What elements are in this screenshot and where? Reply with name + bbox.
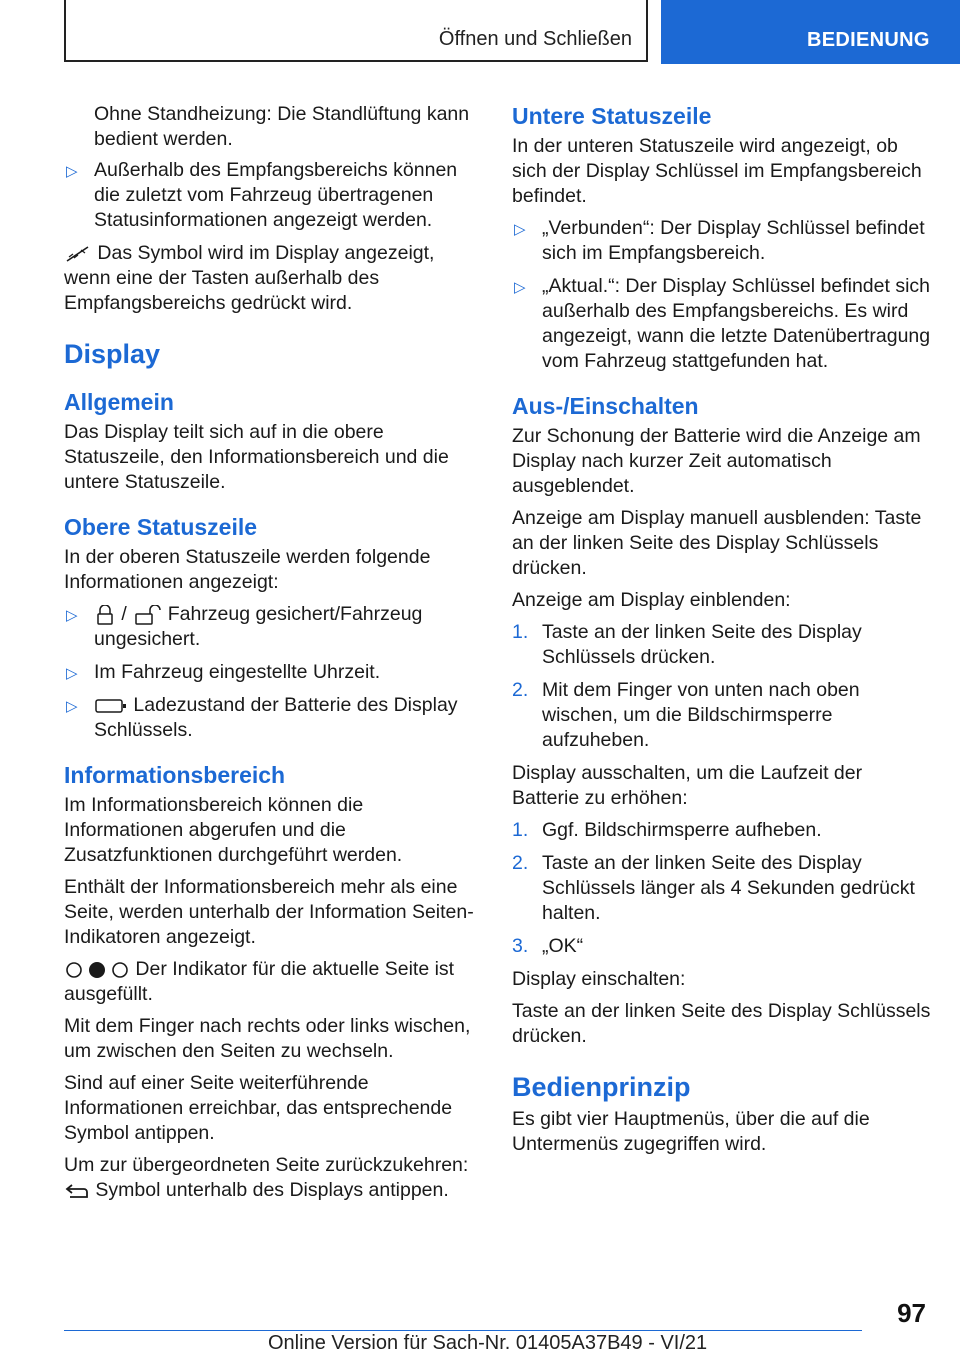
list-item: 2. Mit dem Finger von unten nach oben wischen, um die Bildschirmsperre aufzuheben. — [512, 679, 860, 751]
left-column — [64, 102, 484, 1210]
bullet-list-untere — [512, 216, 932, 374]
list-number: 1. — [512, 819, 529, 841]
heading-display: Display — [64, 339, 161, 369]
bullet-marker: ▷ — [514, 221, 526, 238]
bullet-marker: ▷ — [66, 665, 78, 682]
battery-icon — [94, 697, 128, 715]
numbered-list-einblenden — [512, 620, 932, 753]
footer-divider — [64, 1330, 862, 1331]
paragraph-obere: In der oberen Statuszeile werden folgende Informationen angezeigt: — [64, 546, 431, 593]
list-item: ▷ „Aktual.“: Der Display Schlüssel befindet sich außerhalb des Empfangsbereichs. Es wird angezeigt, wann die letzte Datenübertragung vom Fahrzeug stattgefunden hat. — [514, 275, 931, 372]
list-number: 2. — [512, 679, 529, 701]
paragraph-untere: In der unteren Statuszeile wird angezeigt, ob sich der Display Schlüssel im Empfangsbereich befindet. — [512, 135, 922, 207]
heading-bedienprinzip: Bedienprinzip — [512, 1072, 691, 1102]
list-number: 2. — [512, 852, 529, 874]
list-number: 3. — [512, 935, 529, 957]
paragraph-aus1: Zur Schonung der Batterie wird die Anzeige am Display nach kurzer Zeit automatisch ausgeblendet. — [512, 425, 921, 497]
signal-strike-icon — [64, 244, 92, 264]
paragraph-info1: Im Informationsbereich können die Informationen abgerufen und die Zusatzfunktionen durchgeführt werden. — [64, 794, 403, 866]
bullet-marker: ▷ — [66, 163, 78, 180]
header-frame — [64, 0, 648, 62]
paragraph-swipe: Mit dem Finger nach rechts oder links wischen, um zwischen den Seiten zu wechseln. — [64, 1015, 471, 1062]
list-item: ▷ „Verbunden“: Der Display Schlüssel befindet sich im Empfangsbereich. — [514, 217, 925, 264]
paragraph-back: Um zur übergeordneten Seite zurückzukehren: Symbol unterhalb des Displays antippen. — [64, 1154, 469, 1201]
bullet-marker: ▷ — [514, 279, 526, 296]
bullet-marker: ▷ — [66, 607, 78, 624]
lock-separator: / — [121, 603, 127, 625]
header-section-title: Öffnen und Schließen — [438, 28, 632, 50]
list-item: ▷ Im Fahrzeug eingestellte Uhrzeit. — [64, 660, 484, 685]
lock-closed-icon — [94, 605, 116, 625]
list-item: ▷ Außerhalb des Empfangsbereichs können die zuletzt vom Fahrzeug übertragenen Statusinformationen angezeigt werden. — [66, 159, 458, 231]
footer-version-text: Online Version für Sach-Nr. 01405A37B49 - VI/21 — [268, 1332, 708, 1354]
heading-obere-statuszeile: Obere Statuszeile — [64, 514, 258, 540]
heading-untere-statuszeile: Untere Statuszeile — [512, 103, 712, 129]
list-item: 2. Taste an der linken Seite des Display Schlüssels länger als 4 Sekunden gedrückt halten. — [512, 852, 915, 924]
heading-aus-einschalten: Aus-/Einschalten — [512, 393, 699, 419]
paragraph-standheizung: Ohne Standheizung: Die Standlüftung kann bedient werden. — [94, 103, 470, 150]
list-item: 3. „OK“ — [512, 935, 584, 957]
paragraph-prinzip: Es gibt vier Hauptmenüs, über die auf die Untermenüs zugegriffen wird. — [512, 1108, 870, 1155]
paragraph-indicator: Der Indikator für die aktuelle Seite ist ausgefüllt. — [64, 958, 455, 1005]
page-number: 97 — [897, 1298, 926, 1328]
paragraph-further: Sind auf einer Seite weiterführende Informationen erreichbar, das entsprechende Symbol antippen. — [64, 1072, 453, 1144]
bullet-list-outside — [64, 158, 484, 233]
right-column — [512, 102, 932, 1164]
heading-allgemein: Allgemein — [64, 389, 174, 415]
page-header — [64, 0, 960, 66]
numbered-list-aus — [512, 818, 932, 959]
paragraph-allgemein: Das Display teilt sich auf in die obere Statuszeile, den Informationsbereich und die untere Statuszeile. — [64, 421, 449, 493]
paragraph-info2: Enthält der Informationsbereich mehr als eine Seite, werden unterhalb der Information Seiten-Indikatoren angezeigt. — [64, 876, 474, 948]
paragraph-aus4: Display ausschalten, um die Laufzeit der Batterie zu erhöhen: — [512, 762, 863, 809]
paragraph-ein-intro: Display einschalten: — [512, 968, 686, 990]
header-chapter-tab: BEDIENUNG — [661, 0, 960, 64]
page-indicator-icon — [64, 960, 130, 980]
list-item: 1. Taste an der linken Seite des Display Schlüssels drücken. — [512, 621, 862, 668]
paragraph-ein: Taste an der linken Seite des Display Schlüssels drücken. — [512, 1000, 931, 1047]
heading-informationsbereich: Informationsbereich — [64, 762, 286, 788]
list-item: 1. Ggf. Bildschirmsperre aufheben. — [512, 819, 822, 841]
bullet-list-obere — [64, 602, 484, 743]
list-item: ▷ Ladezustand der Batterie des Display Schlüssels. — [66, 694, 458, 741]
list-item: ▷ / Fahrzeug gesichert/Fahrzeug ungesichert. — [66, 603, 423, 650]
paragraph-symbol: Das Symbol wird im Display angezeigt, wenn eine der Tasten außerhalb des Empfangsbereichs gedrückt wird. — [64, 242, 435, 314]
bullet-marker: ▷ — [66, 698, 78, 715]
lock-open-icon — [132, 605, 162, 625]
list-number: 1. — [512, 621, 529, 643]
paragraph-aus3: Anzeige am Display einblenden: — [512, 589, 791, 611]
back-arrow-icon — [64, 1182, 90, 1200]
paragraph-aus2: Anzeige am Display manuell ausblenden: Taste an der linken Seite des Display Schlüssels drücken. — [512, 507, 922, 579]
